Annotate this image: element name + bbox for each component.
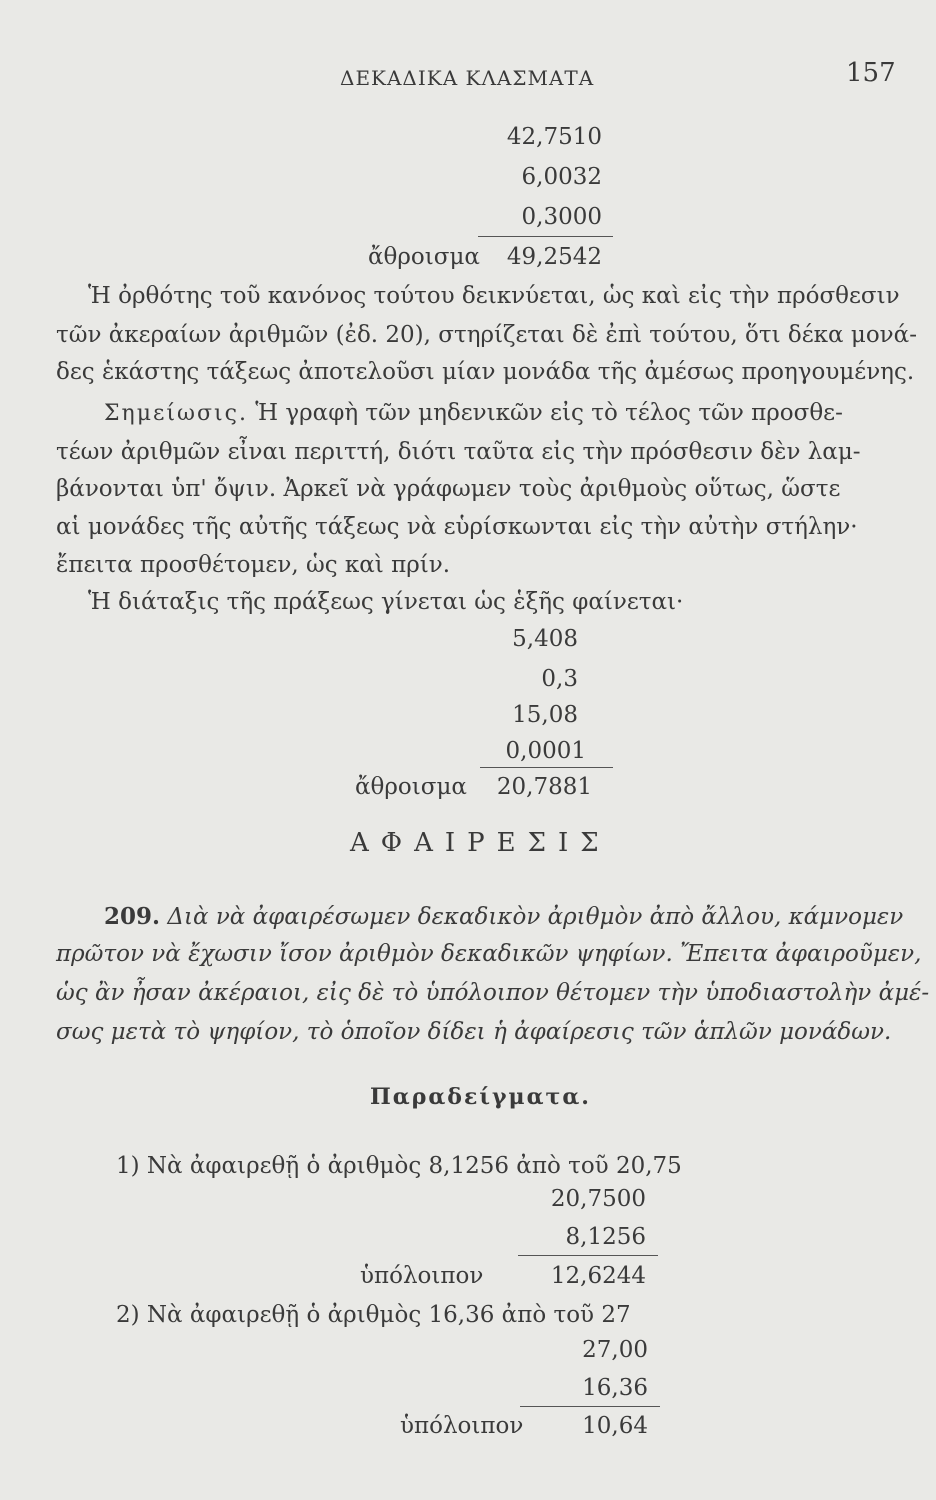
addend: 5,408 bbox=[512, 626, 578, 652]
remainder-rule bbox=[518, 1255, 658, 1256]
example-statement: 2) Νὰ ἀφαιρεθῇ ὁ ἀριθμὸς 16,36 ἀπὸ τοῦ 27 bbox=[116, 1302, 631, 1328]
text-line: ὡς ἂν ἦσαν ἀκέραιοι, εἰς δὲ τὸ ὑπόλοιπον θέτομεν τὴν ὑποδιαστολὴν ἀμέ- bbox=[56, 980, 930, 1006]
sum-rule bbox=[480, 767, 613, 768]
text-line: Ἡ γραφὴ τῶν μηδενικῶν εἰς τὸ τέλος τῶν προσθε- bbox=[255, 400, 843, 426]
note-label: Σημείωσις. bbox=[104, 401, 248, 426]
arrangement-line: Ἡ διάταξις τῆς πράξεως γίνεται ὡς ἑξῆς φαίνεται· bbox=[88, 589, 684, 615]
text-line: βάνονται ὑπ' ὄψιν. Ἀρκεῖ νὰ γράφωμεν τοὺς ἀριθμοὺς οὕτως, ὥστε bbox=[56, 476, 841, 502]
sum-value: 20,7881 bbox=[496, 774, 592, 800]
addend: 15,08 bbox=[512, 702, 578, 728]
text-line: τέων ἀριθμῶν εἶναι περιττή, διότι ταῦτα εἰς τὴν πρόσθεσιν δὲν λαμ- bbox=[56, 439, 861, 465]
text-line: τῶν ἀκεραίων ἀριθμῶν (ἐδ. 20), στηρίζεται δὲ ἐπὶ τούτου, ὅτι δέκα μονά- bbox=[56, 322, 917, 348]
sum-value: 49,2542 bbox=[506, 244, 602, 270]
text-line: σως μετὰ τὸ ψηφίον, τὸ ὁποῖον δίδει ἡ ἀφαίρεσις τῶν ἁπλῶν μονάδων. bbox=[56, 1019, 892, 1045]
remainder-rule bbox=[520, 1406, 660, 1407]
remainder-label: ὑπόλοιπον bbox=[400, 1413, 524, 1439]
remainder-value: 12,6244 bbox=[550, 1263, 646, 1289]
page-number: 157 bbox=[846, 58, 896, 88]
minuend: 27,00 bbox=[582, 1337, 648, 1363]
text-line: Διὰ νὰ ἀφαιρέσωμεν δεκαδικὸν ἀριθμὸν ἀπὸ ἄλλου, κάμνομεν bbox=[167, 904, 904, 930]
addend: 0,0001 bbox=[505, 738, 586, 764]
subtrahend: 16,36 bbox=[582, 1375, 648, 1401]
section-title: ΑΦΑΙΡΕΣΙΣ bbox=[350, 828, 611, 858]
minuend: 20,7500 bbox=[550, 1186, 646, 1212]
sum-rule bbox=[478, 236, 613, 237]
text-line: αἱ μονάδες τῆς αὐτῆς τάξεως νὰ εὑρίσκωνται εἰς τὴν αὐτὴν στήλην· bbox=[56, 514, 858, 540]
remainder-label: ὑπόλοιπον bbox=[360, 1263, 484, 1289]
remainder-value: 10,64 bbox=[582, 1413, 648, 1439]
paragraph-number: 209. bbox=[104, 903, 161, 930]
addend: 42,7510 bbox=[506, 124, 602, 150]
examples-title: Παραδείγματα. bbox=[370, 1084, 591, 1110]
addend: 6,0032 bbox=[521, 164, 602, 190]
rule-first-line bbox=[104, 903, 903, 930]
addend: 0,3 bbox=[541, 666, 578, 692]
sum-label: ἄθροισμα bbox=[368, 244, 480, 270]
addend: 0,3000 bbox=[521, 204, 602, 230]
example-statement: 1) Νὰ ἀφαιρεθῇ ὁ ἀριθμὸς 8,1256 ἀπὸ τοῦ 20,75 bbox=[116, 1153, 682, 1179]
text-line: Ἡ ὀρθότης τοῦ κανόνος τούτου δεικνύεται, ὡς καὶ εἰς τὴν πρόσθεσιν bbox=[88, 283, 900, 309]
text-line: δες ἑκάστης τάξεως ἀποτελοῦσι μίαν μονάδα τῆς ἀμέσως προηγουμένης. bbox=[56, 359, 915, 385]
subtrahend: 8,1256 bbox=[565, 1224, 646, 1250]
note-first-line bbox=[104, 400, 843, 426]
text-line: ἔπειτα προσθέτομεν, ὡς καὶ πρίν. bbox=[56, 552, 451, 578]
text-line: πρῶτον νὰ ἔχωσιν ἴσον ἀριθμὸν δεκαδικῶν ψηφίων. Ἔπειτα ἀφαιροῦμεν, bbox=[56, 941, 922, 967]
sum-label: ἄθροισμα bbox=[355, 774, 467, 800]
running-header: ΔΕΚΑΔΙΚΑ ΚΛΑΣΜΑΤΑ bbox=[340, 66, 595, 90]
